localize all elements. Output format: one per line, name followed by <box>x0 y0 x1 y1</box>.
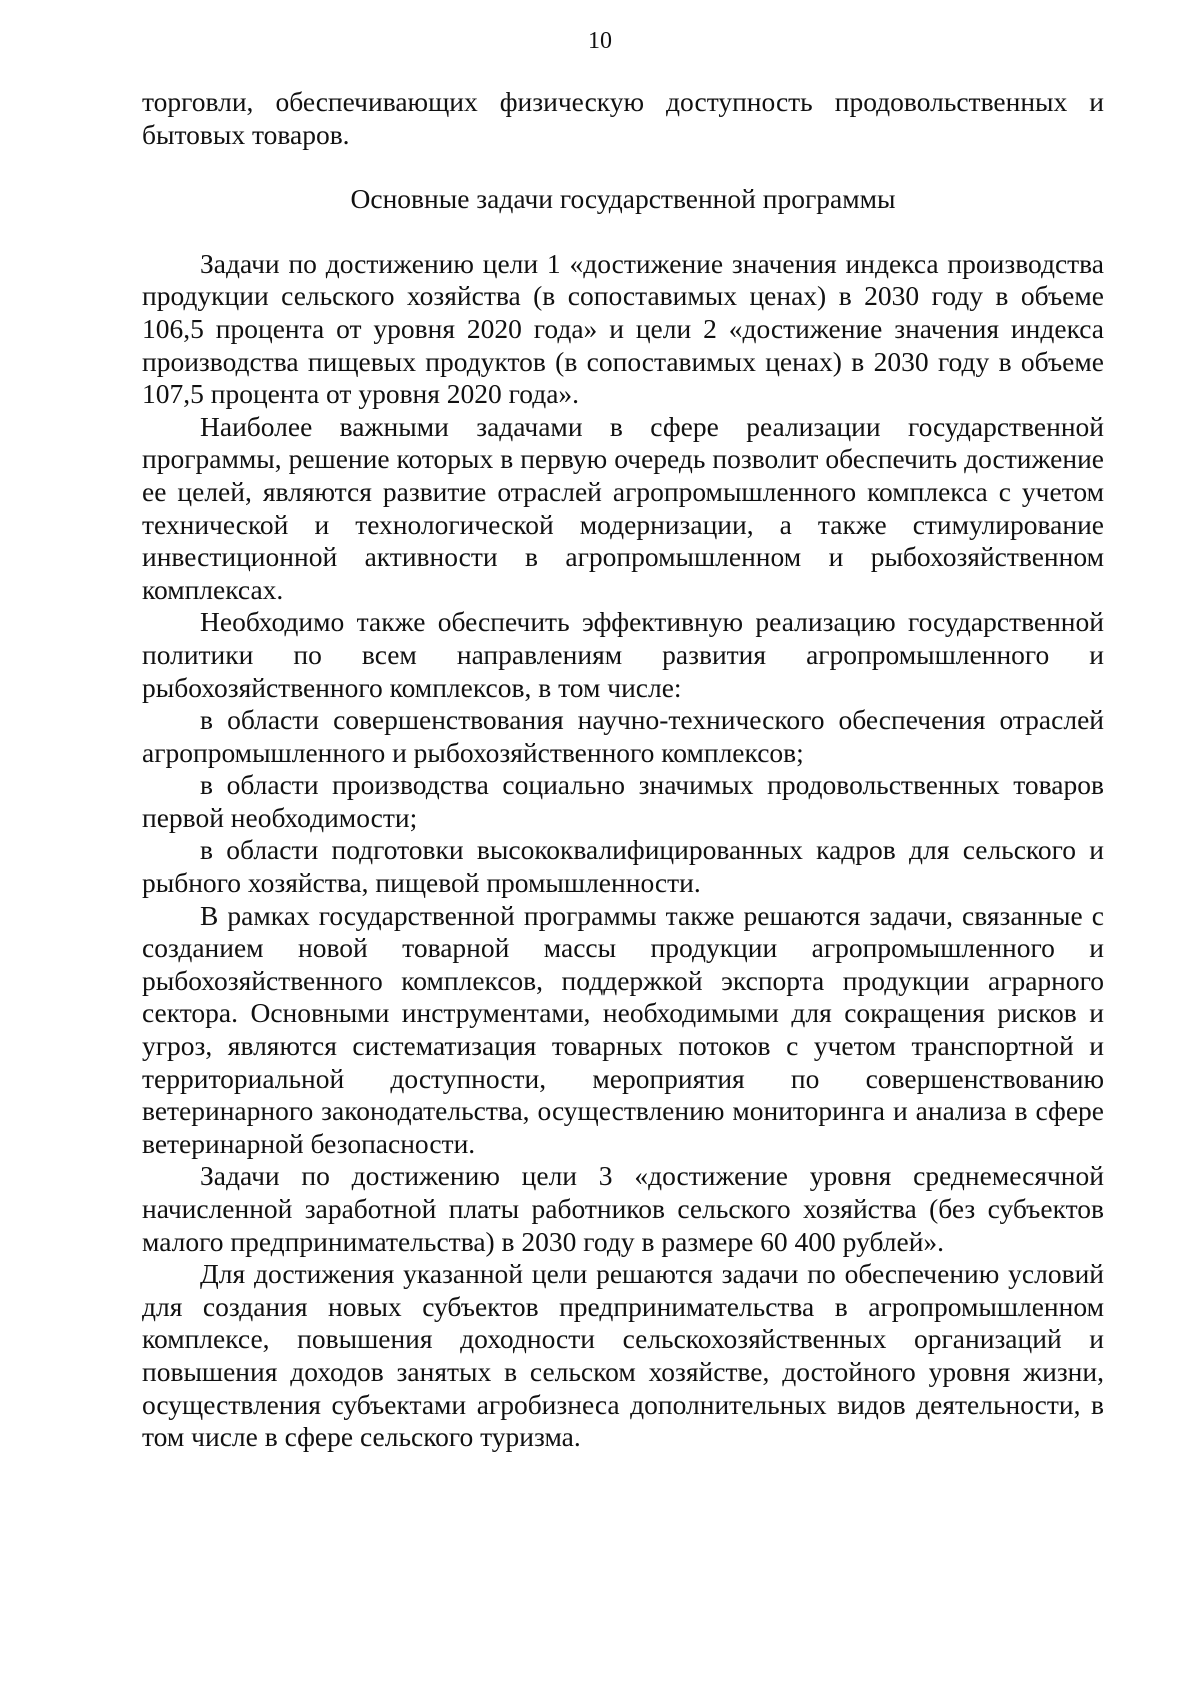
paragraph-goal-1-2: Задачи по достижению цели 1 «достижение значения индекса производства продукции сельского хозяйства (в сопоставимых ценах) в 2030 году в объеме 106,5 процента от уровня 2020 года» и цели 2 «достижение значения индекса производства пищевых продуктов (в сопоставимых ценах) в 2030 году в объеме 107,5 процента от уровня 2020 года». <box>142 247 1104 410</box>
intro-paragraph: торговли, обеспечивающих физическую доступность продовольственных и бытовых товаров. <box>142 86 1104 150</box>
document-body <box>142 86 1104 1454</box>
paragraph-export: В рамках государственной программы также решаются задачи, связанные с созданием новой товарной массы продукции агропромышленного и рыбохозяйственного комплексов, поддержкой экспорта продукции аграрного сектора. Основными инструментами, необходимыми для сокращения рисков и угроз, являются систематизация товарных потоков с учетом транспортной и территориальной доступности, мероприятия по совершенствованию ветеринарного законодательства, осуществлению мониторинга и анализа в сфере ветеринарной безопасности. <box>142 899 1104 1159</box>
paragraph-production: в области производства социально значимых продовольственных товаров первой необходимости; <box>142 769 1104 833</box>
page-number: 10 <box>588 28 612 54</box>
paragraph-personnel: в области подготовки высококвалифицированных кадров для сельского и рыбного хозяйства, пищевой промышленности. <box>142 834 1104 899</box>
paragraph-entrepreneurship: Для достижения указанной цели решаются задачи по обеспечению условий для создания новых субъектов предпринимательства в агропромышленном комплексе, повышения доходности сельскохозяйственных организаций и повышения доходов занятых в сельском хозяйстве, достойного уровня жизни, осуществления субъектами агробизнеса дополнительных видов деятельности, в том числе в сфере сельского туризма. <box>142 1258 1104 1453</box>
paragraph-policy: Необходимо также обеспечить эффективную реализацию государственной политики по всем направлениям развития агропромышленного и рыбохозяйственного комплексов, в том числе: <box>142 606 1104 703</box>
paragraph-key-tasks: Наиболее важными задачами в сфере реализации государственной программы, решение которых в первую очередь позволит обеспечить достижение ее целей, являются развитие отраслей агропромышленного комплекса с учетом технической и технологической модернизации, а также стимулирование инвестиционной активности в агропромышленном и рыбохозяйственном комплексах. <box>142 410 1104 605</box>
section-heading: Основные задачи государственной программы <box>350 183 896 215</box>
paragraph-goal-3: Задачи по достижению цели 3 «достижение уровня среднемесячной начисленной заработной платы работников сельского хозяйства (без субъектов малого предпринимательства) в 2030 году в размере 60 400 рублей». <box>142 1160 1104 1257</box>
paragraph-science: в области совершенствования научно-технического обеспечения отраслей агропромышленного и рыбохозяйственного комплексов; <box>142 704 1104 768</box>
